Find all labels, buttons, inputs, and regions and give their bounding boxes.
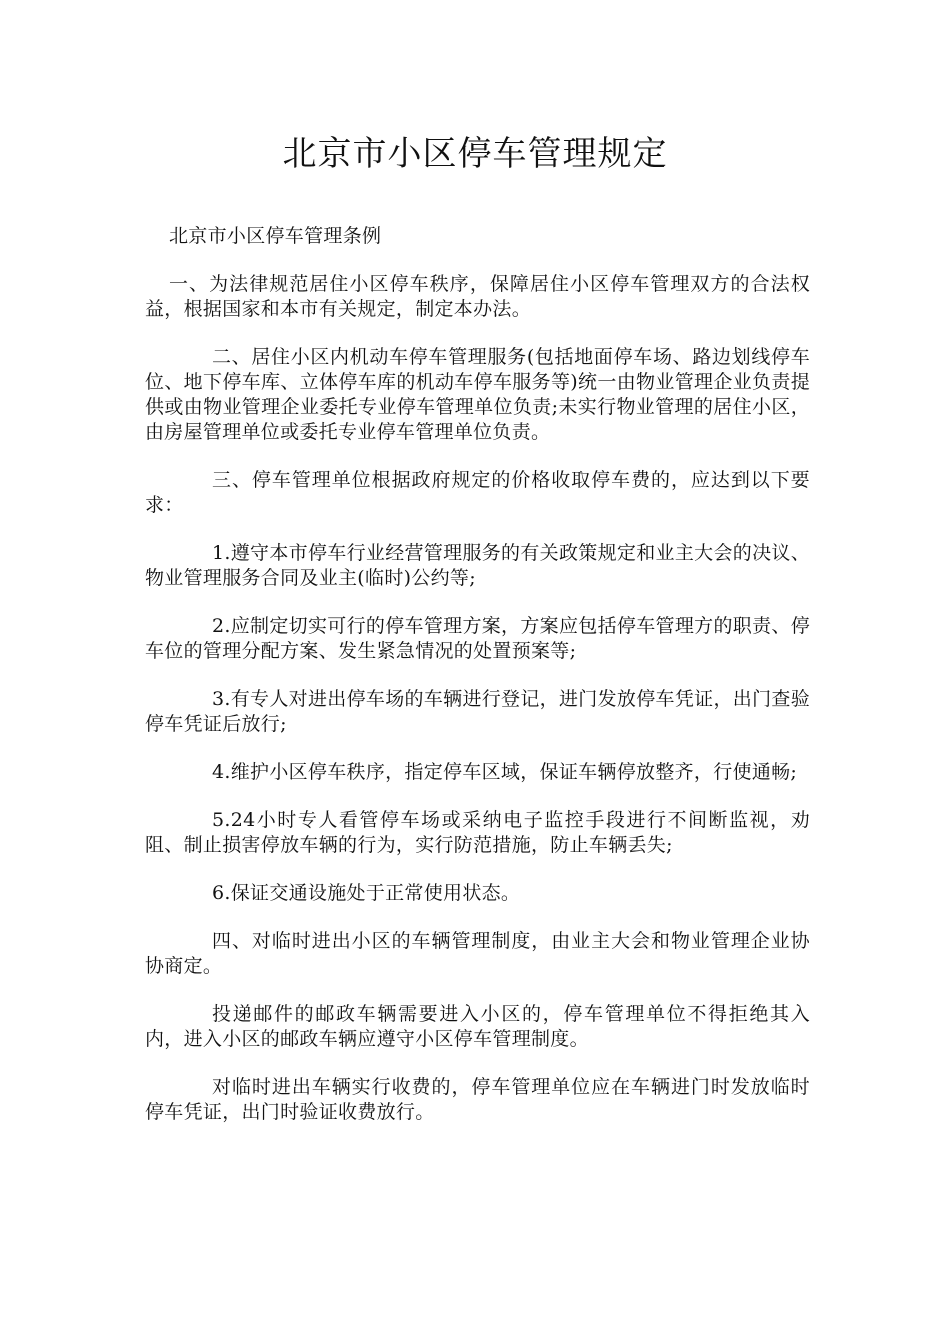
paragraph-item-3: 3.有专人对进出停车场的车辆进行登记，进门发放停车凭证，出门查验停车凭证后放行; — [145, 688, 810, 735]
paragraph-article-3: 三、停车管理单位根据政府规定的价格收取停车费的，应达到以下要求： — [145, 469, 810, 516]
paragraph-article-1: 一、为法律规范居住小区停车秩序，保障居住小区停车管理双方的合法权益，根据国家和本市有关规定，制定本办法。 — [145, 273, 810, 320]
paragraph-item-1: 1.遵守本市停车行业经营管理服务的有关政策规定和业主大会的决议、物业管理服务合同及业主(临时)公约等; — [145, 542, 810, 589]
paragraph-postal-vehicles: 投递邮件的邮政车辆需要进入小区的，停车管理单位不得拒绝其入内，进入小区的邮政车辆应遵守小区停车管理制度。 — [145, 1003, 810, 1050]
paragraph-item-6: 6.保证交通设施处于正常使用状态。 — [212, 882, 521, 904]
paragraph-item-4: 4.维护小区停车秩序，指定停车区域，保证车辆停放整齐，行使通畅; — [212, 761, 798, 783]
document-subtitle: 北京市小区停车管理条例 — [169, 225, 382, 247]
paragraph-temporary-fees: 对临时进出车辆实行收费的，停车管理单位应在车辆进门时发放临时停车凭证，出门时验证收费放行。 — [145, 1076, 810, 1123]
paragraph-item-2: 2.应制定切实可行的停车管理方案，方案应包括停车管理方的职责、停车位的管理分配方案、发生紧急情况的处置预案等; — [145, 615, 810, 662]
paragraph-article-2: 二、居住小区内机动车停车管理服务(包括地面停车场、路边划线停车位、地下停车库、立体停车库的机动车停车服务等)统一由物业管理企业负责提供或由物业管理企业委托专业停车管理单位负责;未实行物业管理的居住小区，由房屋管理单位或委托专业停车管理单位负责。 — [145, 346, 810, 443]
paragraph-article-4: 四、对临时进出小区的车辆管理制度，由业主大会和物业管理企业协协商定。 — [145, 930, 810, 977]
paragraph-item-5: 5.24小时专人看管停车场或采纳电子监控手段进行不间断监视，劝阻、制止损害停放车辆的行为，实行防范措施，防止车辆丢失; — [145, 809, 810, 856]
document-body — [145, 224, 810, 1148]
page-title: 北京市小区停车管理规定 — [282, 134, 668, 174]
